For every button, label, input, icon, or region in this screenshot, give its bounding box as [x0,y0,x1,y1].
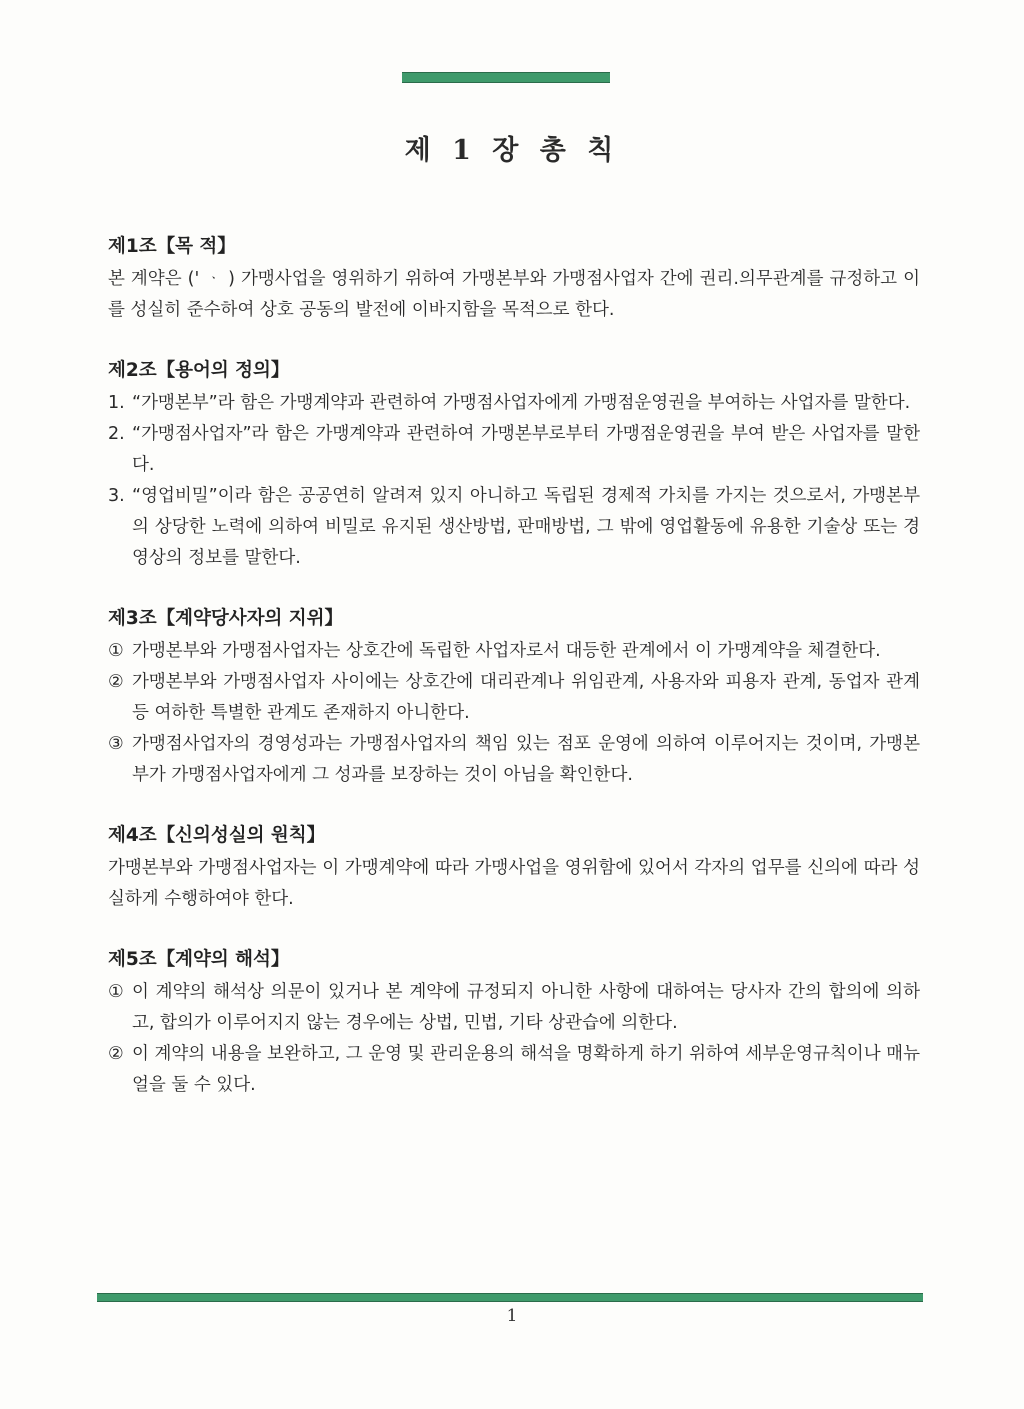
article-heading: 제3조【계약당사자의 지위】 [108,608,344,629]
article-1 [108,232,920,326]
item-marker: ② [108,672,124,692]
item-marker: 1. [108,393,125,413]
item-marker: 2. [108,424,125,444]
list-item [108,636,920,667]
item-text: “가맹본부”라 함은 가맹계약과 관련하여 가맹점사업자에게 가맹점운영권을 부여하는 사업자를 말한다. [132,393,911,413]
article-5 [108,945,920,1101]
article-heading: 제4조【신의성실의 원칙】 [108,825,326,846]
item-marker: 3. [108,486,125,506]
list-item [108,388,920,419]
article-heading: 제2조【용어의 정의】 [108,360,290,381]
article-heading: 제1조【목 적】 [108,236,236,257]
item-text: 가맹본부와 가맹점사업자는 상호간에 독립한 사업자로서 대등한 관계에서 이 가맹계약을 체결한다. [132,641,881,661]
top-green-rule [402,72,610,83]
item-marker: ① [108,982,124,1002]
item-marker: ③ [108,734,124,754]
item-text: “영업비밀”이라 함은 공공연히 알려져 있지 아니하고 독립된 경제적 가치를 가지는 것으로서, 가맹본부의 상당한 노력에 의하여 비밀로 유지된 생산방법, 판매방법, 그 밖에 영업활동에 유용한 기술상 또는 경영상의 정보를 말한다. [132,486,920,568]
list-item [108,729,920,791]
list-item [108,977,920,1039]
item-text: 이 계약의 내용을 보완하고, 그 운영 및 관리운용의 해석을 명확하게 하기 위하여 세부운영규칙이나 매뉴얼을 둘 수 있다. [132,1044,920,1095]
item-marker: ② [108,1044,124,1064]
article-paragraph: 본 계약은 (' ᆞ ) 가맹사업을 영위하기 위하여 가맹본부와 가맹점사업자 간에 권리.의무관계를 규정하고 이를 성실히 준수하여 상호 공동의 발전에 이바지함을 목적으로 한다. [108,269,920,320]
list-item [108,419,920,481]
bottom-green-rule [97,1293,923,1302]
item-marker: ① [108,641,124,661]
list-item [108,667,920,729]
item-text: 가맹본부와 가맹점사업자 사이에는 상호간에 대리관계나 위임관계, 사용자와 피용자 관계, 동업자 관계 등 여하한 특별한 관계도 존재하지 아니한다. [132,672,920,723]
article-4 [108,821,920,915]
article-paragraph: 가맹본부와 가맹점사업자는 이 가맹계약에 따라 가맹사업을 영위함에 있어서 각자의 업무를 신의에 따라 성실하게 수행하여야 한다. [108,858,920,909]
item-text: “가맹점사업자”라 함은 가맹계약과 관련하여 가맹본부로부터 가맹점운영권을 부여 받은 사업자를 말한다. [132,424,920,475]
page-number: 1 [506,1306,518,1326]
item-text: 이 계약의 해석상 의문이 있거나 본 계약에 규정되지 아니한 사항에 대하여는 당사자 간의 합의에 의하고, 합의가 이루어지지 않는 경우에는 상법, 민법, 기타 상관습에 의한다. [132,982,920,1033]
article-2 [108,356,920,574]
item-text: 가맹점사업자의 경영성과는 가맹점사업자의 책임 있는 점포 운영에 의하여 이루어지는 것이며, 가맹본부가 가맹점사업자에게 그 성과를 보장하는 것이 아님을 확인한다. [132,734,920,785]
list-item [108,481,920,574]
chapter-title: 제 1 장 총 칙 [404,135,620,166]
list-item [108,1039,920,1101]
article-heading: 제5조【계약의 해석】 [108,949,290,970]
article-3 [108,604,920,791]
document-body [108,232,920,1131]
